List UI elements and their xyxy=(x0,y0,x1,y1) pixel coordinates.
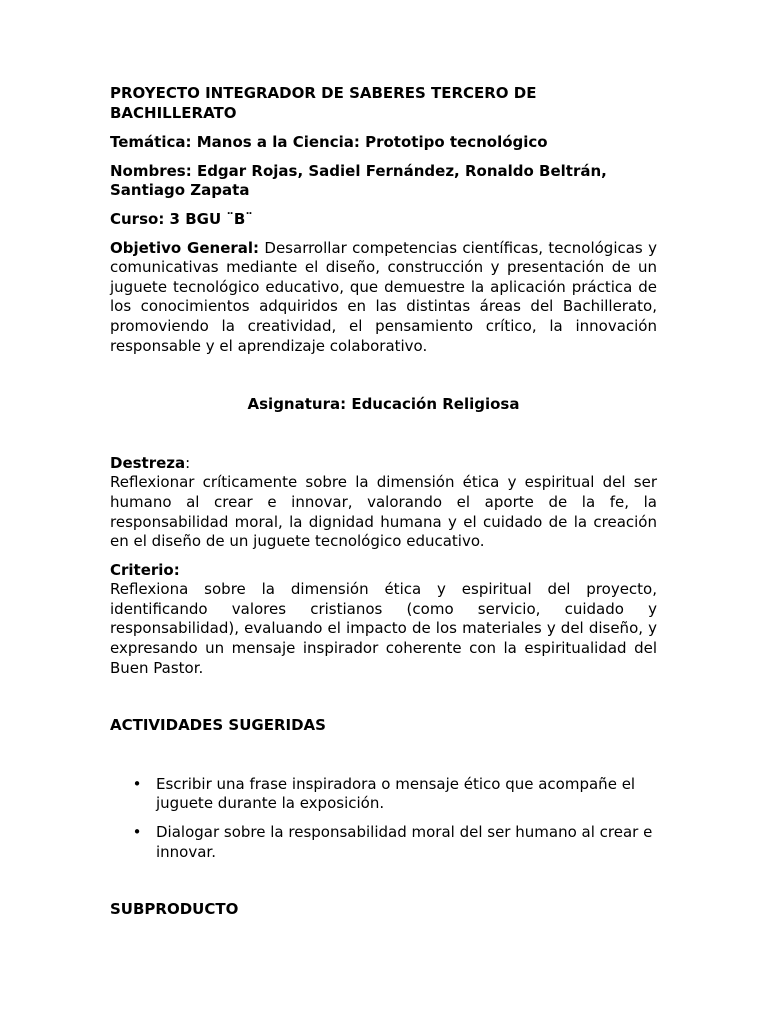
objetivo-paragraph xyxy=(110,239,657,357)
list-item xyxy=(110,775,657,814)
destreza-text: Reflexionar críticamente sobre la dimensión ética y espiritual del ser humano al crear e innovar, valorando el aporte de la fe, la responsabilidad moral, la dignidad humana y el cuidado de la creación en el diseño de un juguete tecnológico educativo. xyxy=(110,473,657,551)
destreza-colon: : xyxy=(185,453,191,472)
nombres-line: Nombres: Edgar Rojas, Sadiel Fernández, Ronaldo Beltrán, Santiago Zapata xyxy=(110,161,607,200)
objetivo-label: Objetivo General: xyxy=(110,238,260,257)
destreza-label: Destreza xyxy=(110,453,186,472)
destreza-label-line xyxy=(110,454,657,474)
criterio-text: Reflexiona sobre la dimensión ética y espiritual del proyecto, identificando valores cristianos (como servicio, cuidado y responsabilidad), evaluando el impacto de los materiales y del diseño, y expresando un mensaje inspirador coherente con la espiritualidad del Buen Pastor. xyxy=(110,580,657,677)
actividades-heading: ACTIVIDADES SUGERIDAS xyxy=(110,716,326,735)
curso-line: Curso: 3 BGU ¨B¨ xyxy=(110,209,253,228)
bullet-icon: • xyxy=(132,823,142,842)
actividades-list xyxy=(110,775,657,862)
subproducto-heading: SUBPRODUCTO xyxy=(110,900,239,919)
document-body xyxy=(110,84,657,920)
list-item xyxy=(110,823,657,862)
list-item-text: Escribir una frase inspiradora o mensaje ético que acompañe el juguete durante la exposición. xyxy=(156,774,636,813)
list-item-text: Dialogar sobre la responsabilidad moral del ser humano al crear e innovar. xyxy=(156,823,653,861)
criterio-label: Criterio: xyxy=(110,560,180,579)
asignatura-heading: Asignatura: Educación Religiosa xyxy=(247,395,520,414)
tematica-line: Temática: Manos a la Ciencia: Prototipo tecnológico xyxy=(110,133,548,152)
bullet-icon: • xyxy=(132,774,142,793)
document-title: PROYECTO INTEGRADOR DE SABERES TERCERO DE BACHILLERATO xyxy=(110,84,537,122)
objetivo-text: Desarrollar competencias científicas, tecnológicas y comunicativas mediante el diseño, construcción y presentación de un juguete tecnológico educativo, que demuestre la aplicación práctica de los conocimientos adquiridos en las distintas áreas del Bachillerato, promoviendo la creatividad, el pensamiento crítico, la innovación responsable y el aprendizaje colaborativo. xyxy=(110,238,658,355)
